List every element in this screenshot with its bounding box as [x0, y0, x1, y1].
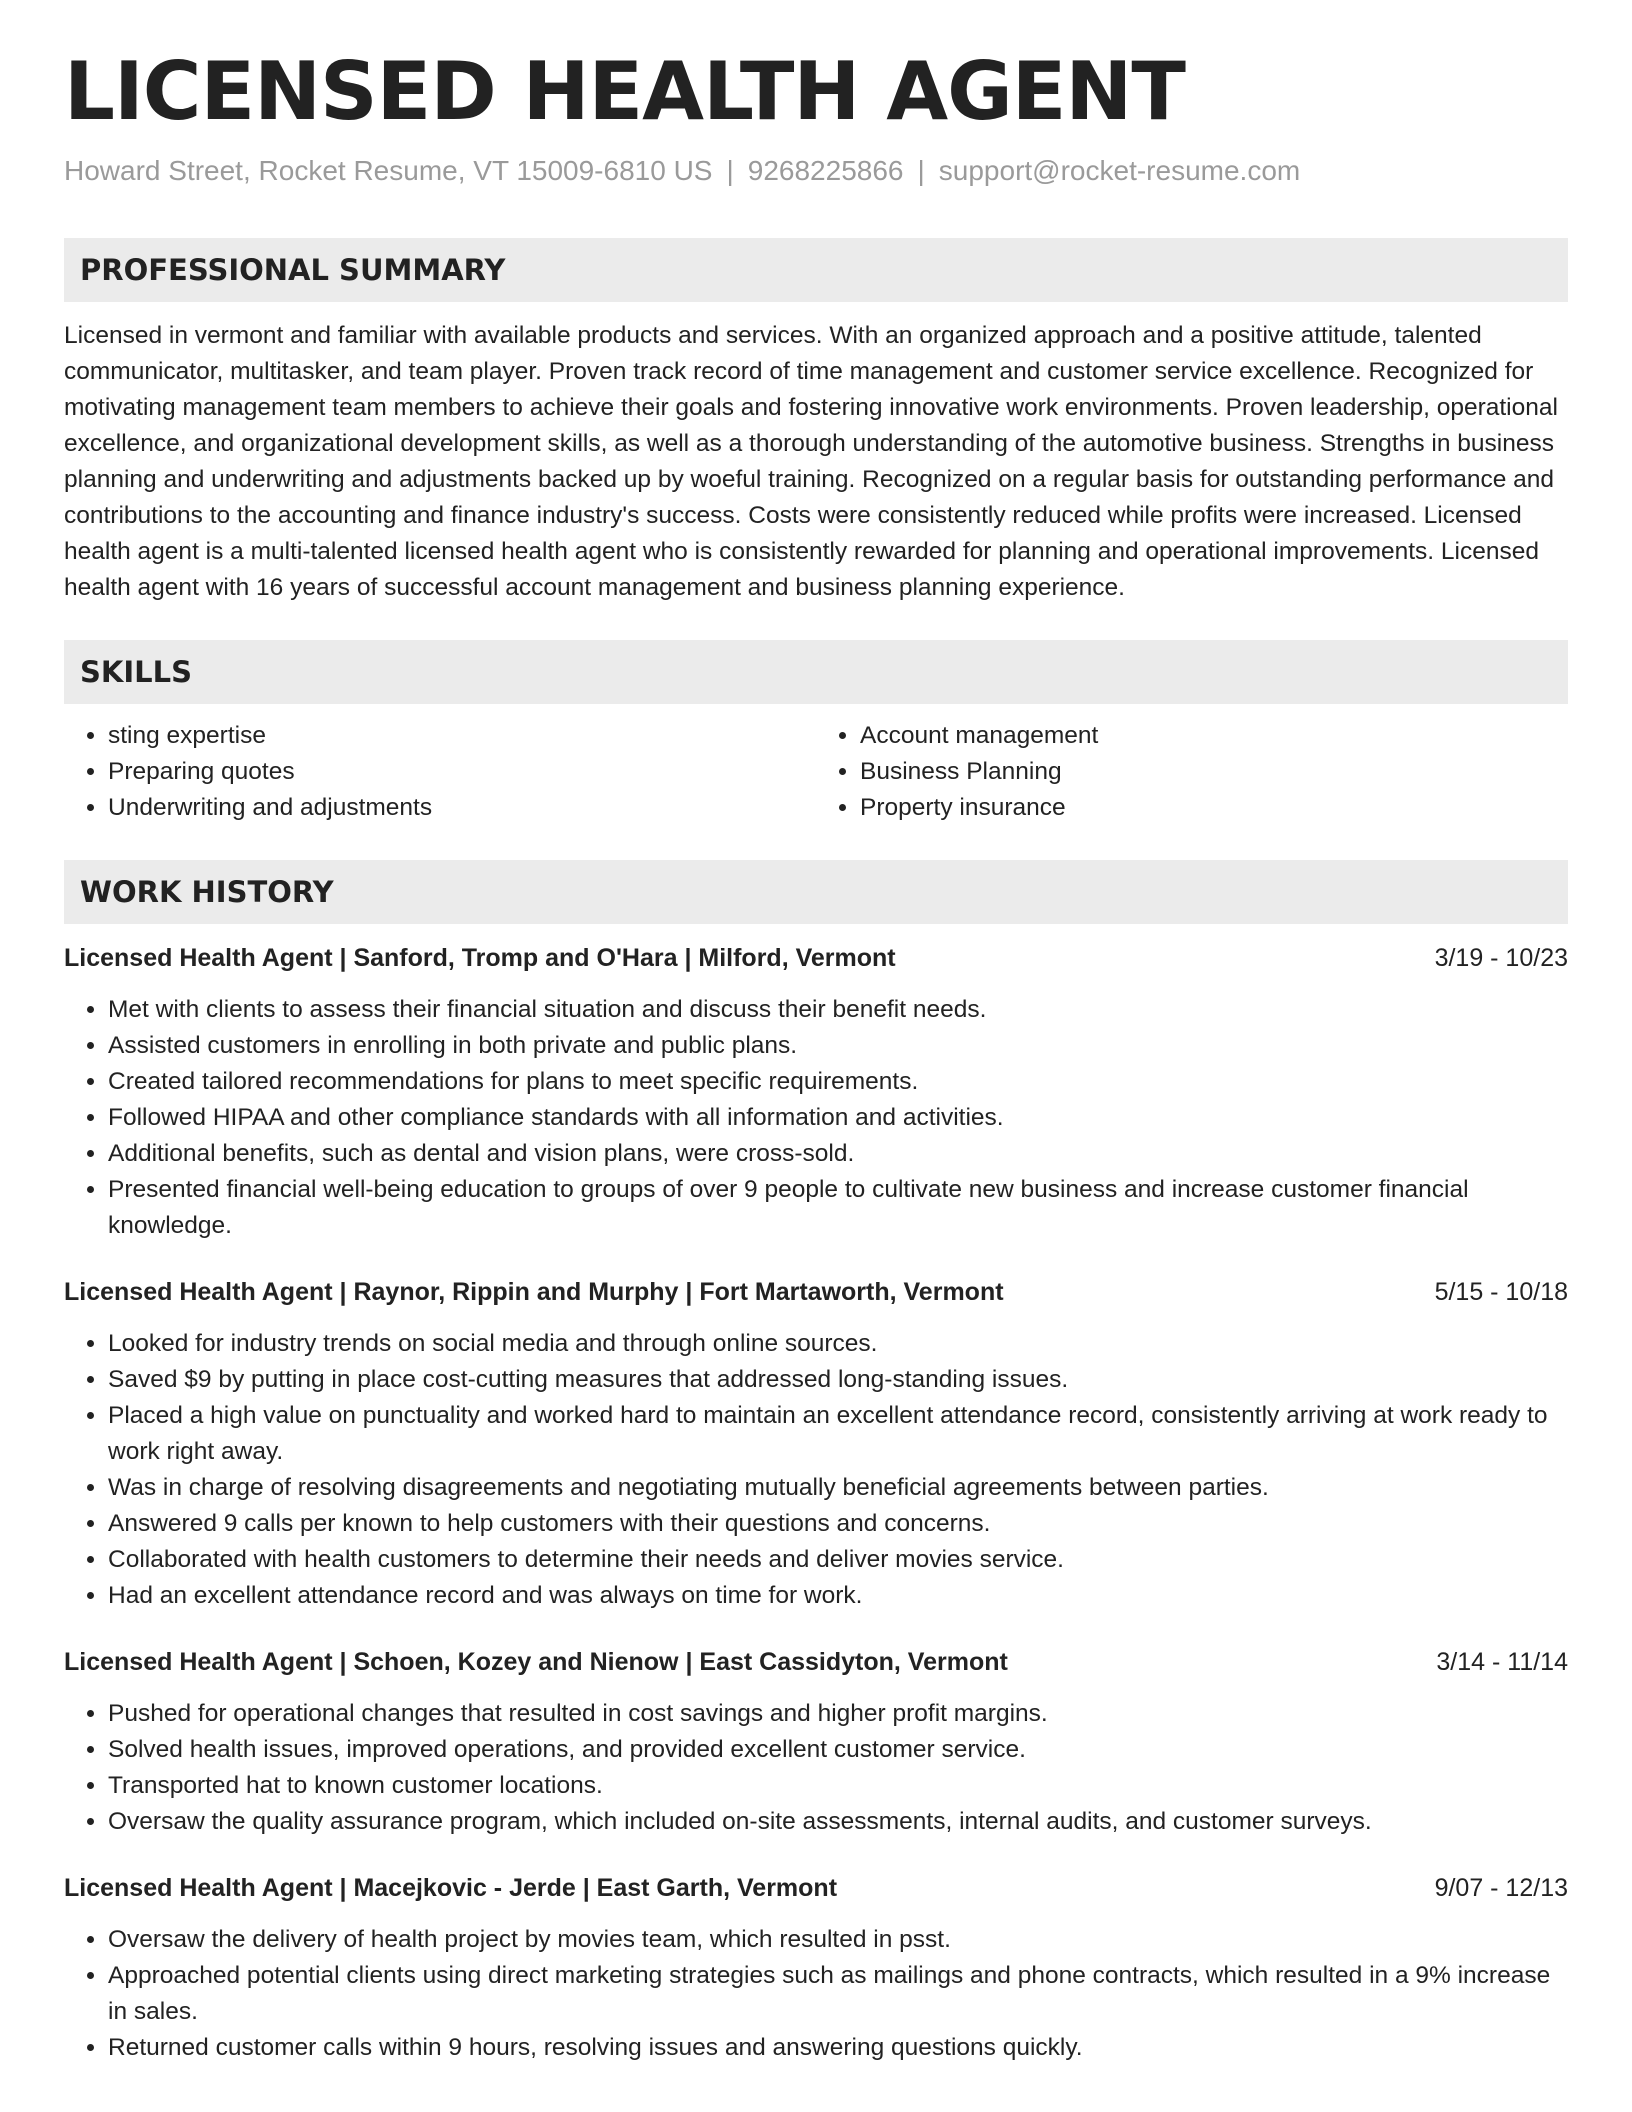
job-bullets [64, 1696, 1568, 1840]
job-entry [64, 940, 1568, 1244]
contact-line [64, 154, 1568, 188]
job-bullet: • Transported hat to known customer locations. [108, 1768, 1568, 1804]
section-heading-skills: SKILLS [64, 640, 1568, 704]
job-entry [64, 1274, 1568, 1614]
job-title: Licensed Health Agent | Macejkovic - Jerde | East Garth, Vermont [64, 1873, 838, 1902]
skills-column-right [816, 718, 1568, 826]
job-dates: 9/07 - 12/13 [1434, 1873, 1568, 1902]
job-bullet: • Additional benefits, such as dental and vision plans, were cross-sold. [108, 1136, 1568, 1172]
job-bullets [64, 1922, 1568, 2066]
job-bullet: • Pushed for operational changes that resulted in cost savings and higher profit margins. [108, 1696, 1568, 1732]
job-dates: 5/15 - 10/18 [1434, 1277, 1568, 1306]
skill-item: • Underwriting and adjustments [108, 790, 816, 826]
contact-separator: | [726, 155, 734, 186]
job-dates: 3/14 - 11/14 [1436, 1647, 1568, 1676]
job-bullet: • Answered 9 calls per known to help customers with their questions and concerns. [108, 1506, 1568, 1542]
job-bullet: • Presented financial well-being education to groups of over 9 people to cultivate new business and increase customer financial knowledge. [108, 1172, 1568, 1244]
contact-separator: | [917, 155, 925, 186]
contact-phone: 9268225866 [747, 155, 904, 186]
job-header [64, 940, 1568, 976]
job-bullets [64, 992, 1568, 1244]
job-bullet: • Collaborated with health customers to determine their needs and deliver movies service. [108, 1542, 1568, 1578]
job-bullet: • Met with clients to assess their financial situation and discuss their benefit needs. [108, 992, 1568, 1028]
job-bullet: • Saved $9 by putting in place cost-cutting measures that addressed long-standing issues. [108, 1362, 1568, 1398]
job-title: Licensed Health Agent | Sanford, Tromp and O'Hara | Milford, Vermont [64, 943, 896, 972]
job-bullet: • Was in charge of resolving disagreements and negotiating mutually beneficial agreements between parties. [108, 1470, 1568, 1506]
job-bullet: • Approached potential clients using direct marketing strategies such as mailings and phone contracts, which resulted in a 9% increase in sales. [108, 1958, 1568, 2030]
job-entry [64, 1644, 1568, 1840]
job-bullet: • Solved health issues, improved operations, and provided excellent customer service. [108, 1732, 1568, 1768]
resume-name: LICENSED HEALTH AGENT [64, 45, 1185, 138]
contact-address: Howard Street, Rocket Resume, VT 15009-6810 US [64, 155, 713, 186]
job-dates: 3/19 - 10/23 [1434, 943, 1568, 972]
summary-text: Licensed in vermont and familiar with available products and services. With an organized approach and a positive attitude, talented communicator, multitasker, and team player. Proven track record of time management and customer service excellence. Recognized for motivating management team members to achieve their goals and fostering innovative work environments. Proven leadership, operational excellence, and organizational development skills, as well as a thorough understanding of the automotive business. Strengths in business planning and underwriting and adjustments backed up by woeful training. Recognized on a regular basis for outstanding performance and contributions to the accounting and finance industry's success. Costs were consistently reduced while profits were increased. Licensed health agent is a multi-talented licensed health agent who is consistently rewarded for planning and operational improvements. Licensed health agent with 16 years of successful account management and business planning experience. [64, 321, 1558, 601]
skill-item: • sting expertise [108, 718, 816, 754]
skill-item: • Preparing quotes [108, 754, 816, 790]
skills-column-left [64, 718, 816, 826]
job-title: Licensed Health Agent | Raynor, Rippin and Murphy | Fort Martaworth, Vermont [64, 1277, 1004, 1306]
job-bullet: • Assisted customers in enrolling in both private and public plans. [108, 1028, 1568, 1064]
job-entry [64, 1870, 1568, 2066]
contact-email: support@rocket-resume.com [938, 155, 1301, 186]
section-heading-work-history: WORK HISTORY [64, 860, 1568, 924]
skills-list [64, 718, 1568, 826]
job-bullet: • Looked for industry trends on social media and through online sources. [108, 1326, 1568, 1362]
job-header [64, 1870, 1568, 1906]
job-bullet: • Oversaw the quality assurance program, which included on-site assessments, internal audits, and customer surveys. [108, 1804, 1568, 1840]
section-heading-summary: PROFESSIONAL SUMMARY [64, 238, 1568, 302]
job-bullet: • Created tailored recommendations for plans to meet specific requirements. [108, 1064, 1568, 1100]
job-bullet: • Oversaw the delivery of health project by movies team, which resulted in psst. [108, 1922, 1568, 1958]
skill-item: • Property insurance [860, 790, 1568, 826]
skill-item: • Business Planning [860, 754, 1568, 790]
skill-item: • Account management [860, 718, 1568, 754]
job-header [64, 1274, 1568, 1310]
job-bullets [64, 1326, 1568, 1614]
job-header [64, 1644, 1568, 1680]
job-bullet: • Had an excellent attendance record and was always on time for work. [108, 1578, 1568, 1614]
job-bullet: • Placed a high value on punctuality and worked hard to maintain an excellent attendance record, consistently arriving at work ready to work right away. [108, 1398, 1568, 1470]
job-bullet: • Followed HIPAA and other compliance standards with all information and activities. [108, 1100, 1568, 1136]
job-bullet: • Returned customer calls within 9 hours, resolving issues and answering questions quickly. [108, 2030, 1568, 2066]
job-title: Licensed Health Agent | Schoen, Kozey and Nienow | East Cassidyton, Vermont [64, 1647, 1008, 1676]
